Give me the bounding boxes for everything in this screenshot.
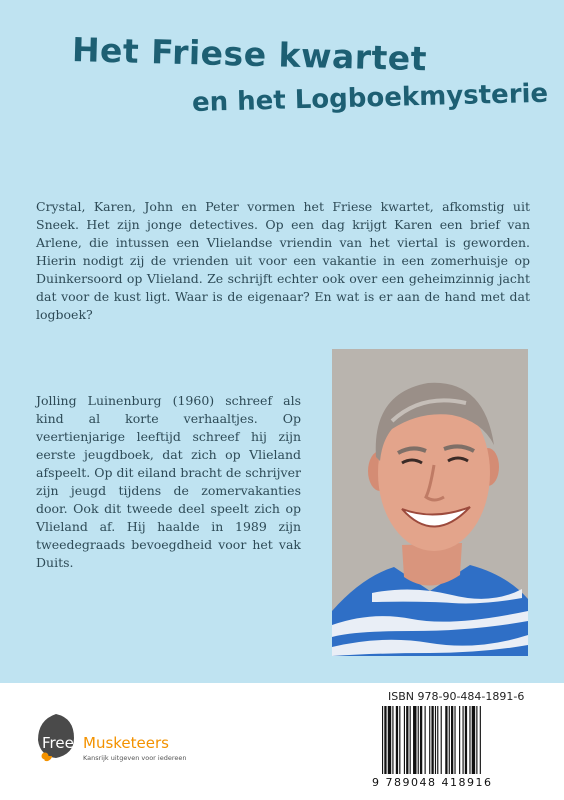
barcode-bar xyxy=(445,706,447,774)
barcode-bar xyxy=(382,706,383,774)
barcode-bar xyxy=(459,706,460,774)
barcode-bar xyxy=(441,706,442,774)
barcode-bar xyxy=(396,706,398,774)
barcode-bar xyxy=(399,706,400,774)
publisher-name-part2: Musketeers xyxy=(83,734,169,752)
publisher-name-part1: Free xyxy=(42,734,74,752)
isbn-barcode xyxy=(372,688,532,796)
barcode-bar xyxy=(449,706,450,774)
barcode-bar xyxy=(388,706,391,774)
barcode-bar xyxy=(463,706,464,774)
barcode-bar xyxy=(469,706,470,774)
barcode-bar xyxy=(465,706,467,774)
publisher-tagline: Kansrijk uitgeven voor iedereen xyxy=(83,754,187,762)
barcode-bar xyxy=(384,706,386,774)
barcode-bar xyxy=(431,706,433,774)
barcode-bar xyxy=(435,706,436,774)
barcode-bar xyxy=(480,706,481,774)
barcode-bar xyxy=(451,706,453,774)
barcode-bar xyxy=(418,706,419,774)
barcode-bar xyxy=(437,706,438,774)
barcode-bar xyxy=(420,706,422,774)
barcode-bar xyxy=(404,706,405,774)
barcode-bar xyxy=(413,706,416,774)
barcode-bar xyxy=(392,706,393,774)
publisher-logo xyxy=(36,712,206,772)
barcode-bar xyxy=(454,706,455,774)
barcode-bar xyxy=(472,706,475,774)
barcode-bars-icon xyxy=(380,706,524,776)
book-blurb: Crystal, Karen, John en Peter vormen het Friese kwartet, afkomstig uit Sneek. Het zijn jonge detectives. Op een dag krijgt Karen een brief van Arlene, die intussen een Vlielandse vriendin van het viertal is geworden. Hierin nodigt zij de vrienden uit voor een vakantie in een zomerhuisje op Duinkersoord op Vlieland. Ze schrijft echter ook over een geheimzinnig jacht dat voor de kust ligt. Waar is de eigenaar? En wat is er aan de hand met dat logboek? xyxy=(36,199,530,322)
barcode-bar xyxy=(410,706,411,774)
book-subtitle: en het Logboekmysterie xyxy=(191,78,549,118)
author-bio: Jolling Luinenburg (1960) schreef als kind al korte verhaaltjes. Op veertienjarige leeftijd schreef hij zijn eerste jeugdboek, dat zich op Vlieland afspeelt. Op dit eiland bracht de schrijver zijn jeugd tijdens de zomervakanties door. Ook dit tweede deel speelt zich op Vlieland af. Hij haalde in 1989 zijn tweedegraads bevoegdheid voor het vak Duits. xyxy=(36,393,301,570)
barcode-bar xyxy=(425,706,426,774)
barcode-digits: 9 789048 418916 xyxy=(372,776,493,789)
barcode-bar xyxy=(429,706,430,774)
author-portrait-image xyxy=(332,349,528,656)
author-photo xyxy=(332,349,528,656)
isbn-label: ISBN 978-90-484-1891-6 xyxy=(388,690,525,703)
barcode-bar xyxy=(476,706,477,774)
barcode-bar xyxy=(406,706,408,774)
book-title: Het Friese kwartet xyxy=(71,30,428,79)
